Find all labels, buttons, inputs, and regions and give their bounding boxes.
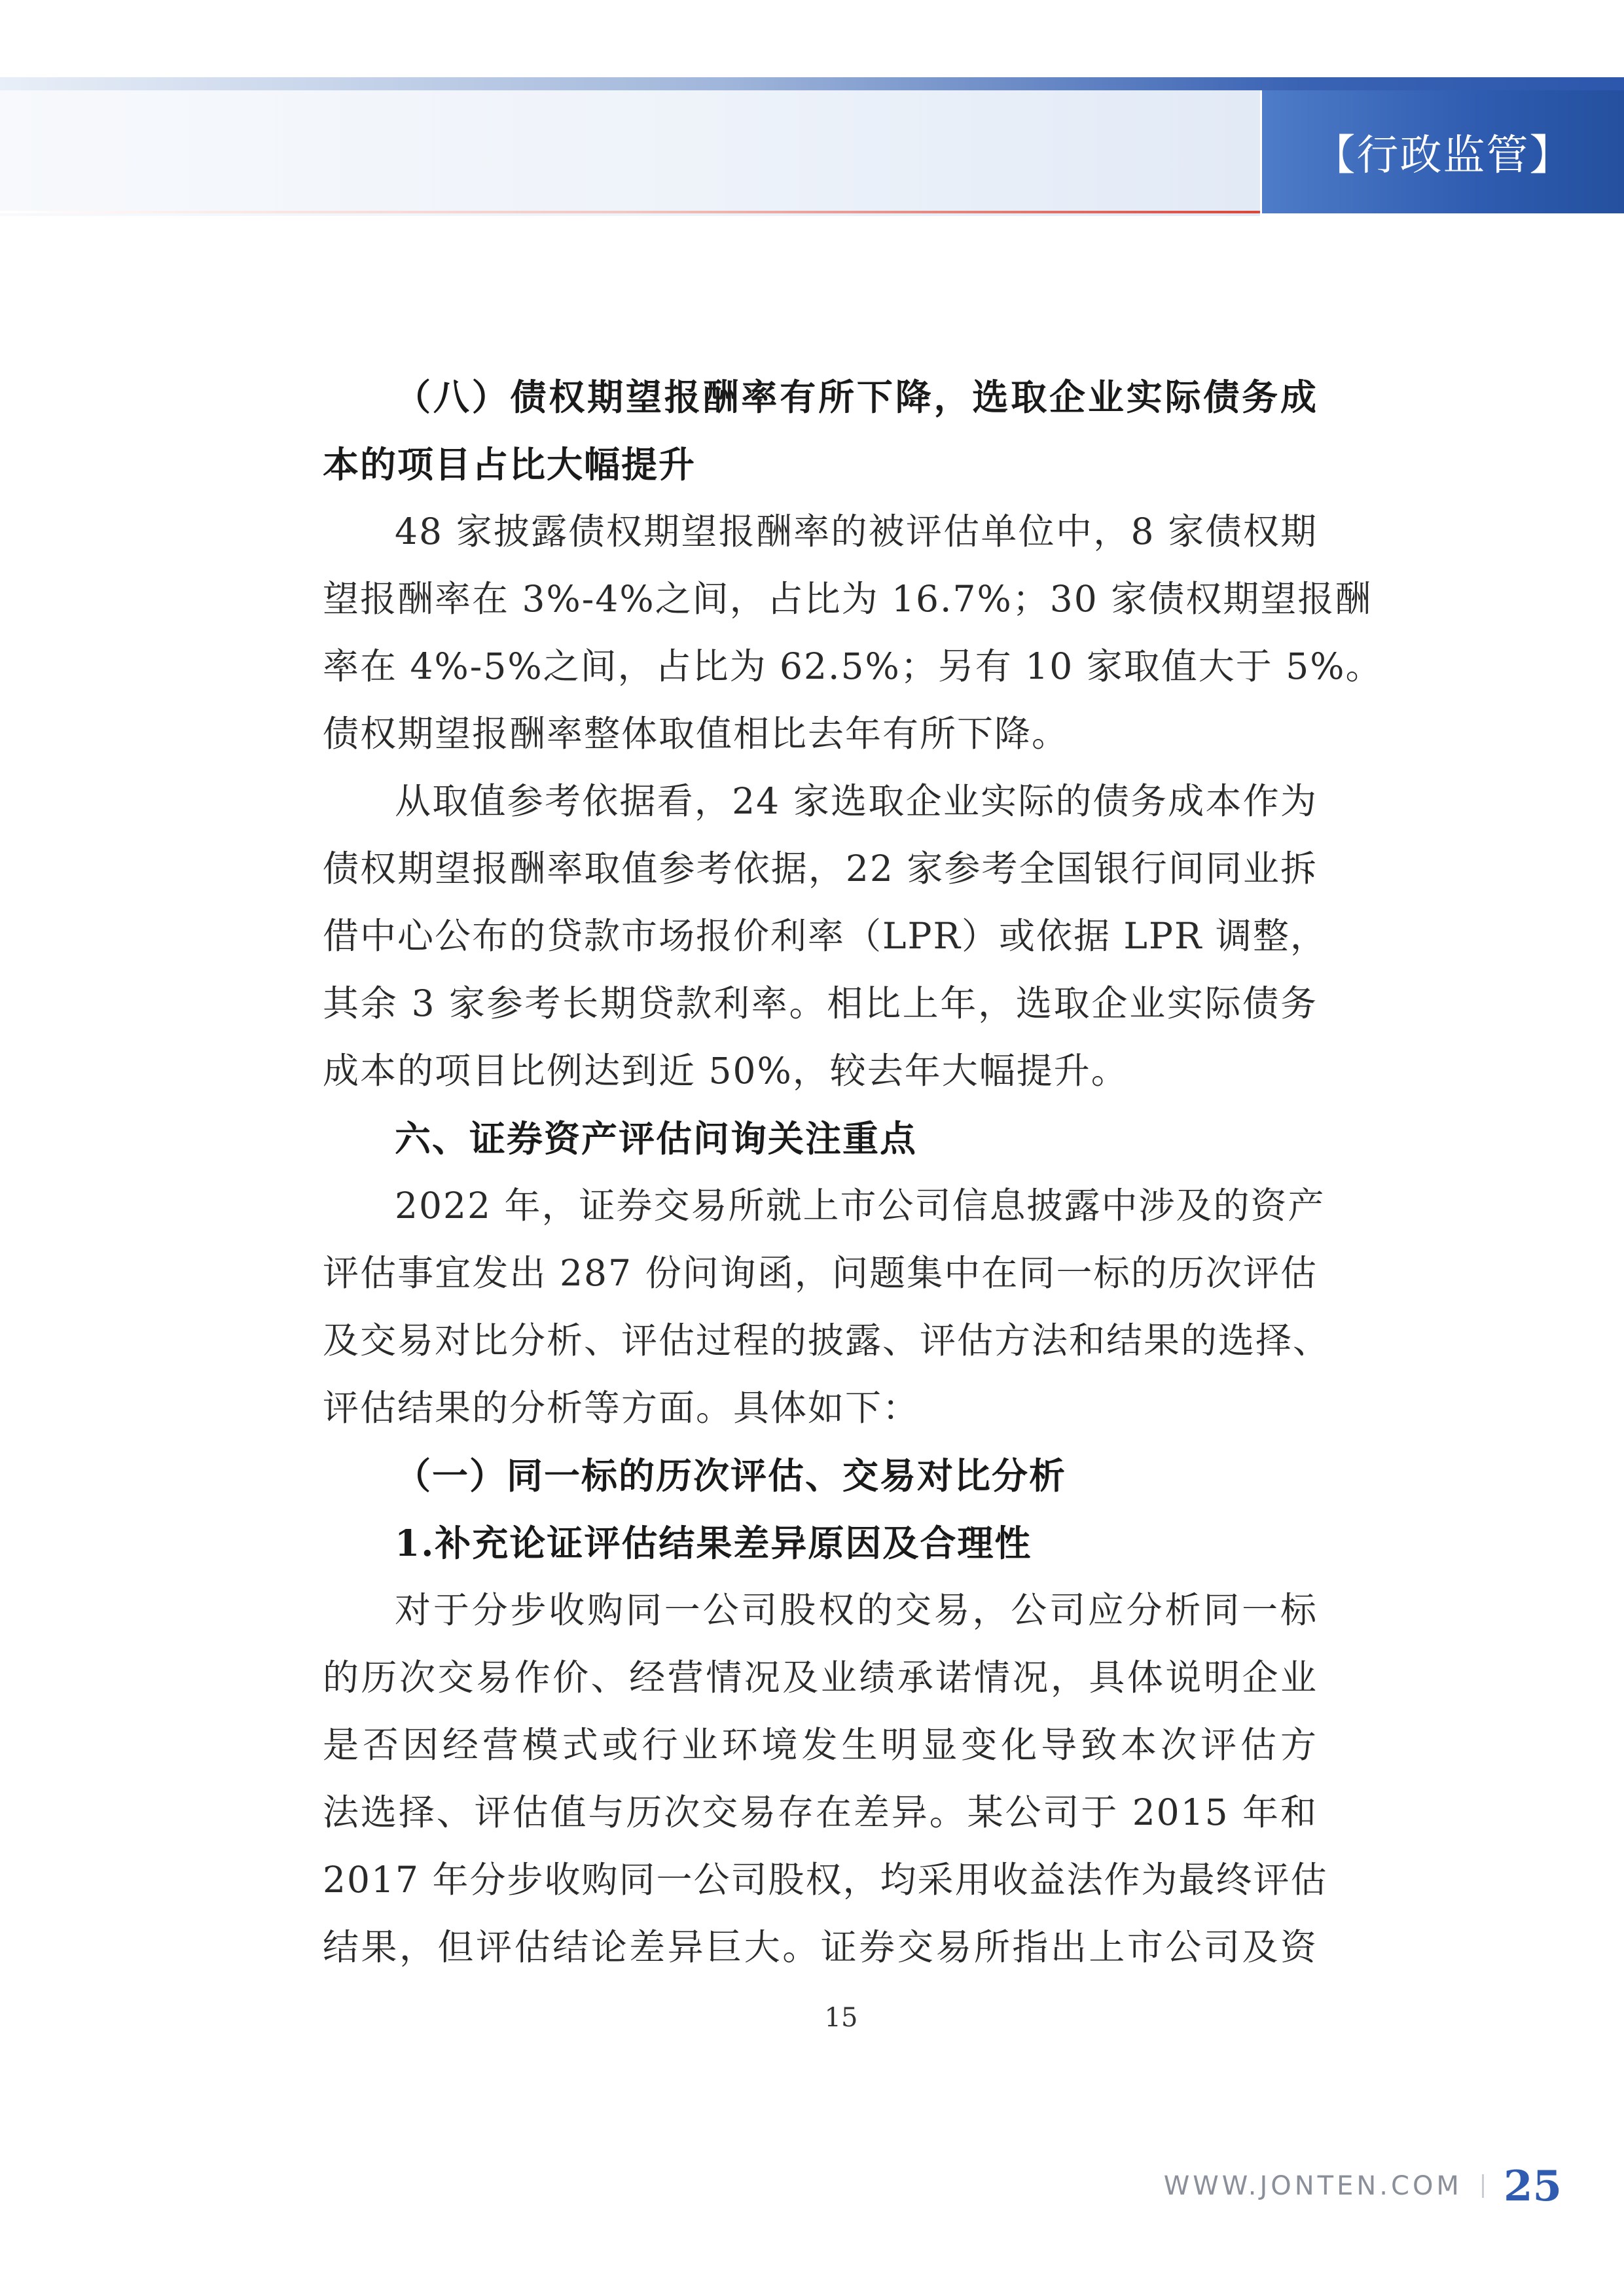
page-number: 25	[1503, 2161, 1562, 2211]
paragraph-line: 2022 年，证券交易所就上市公司信息披露中涉及的资产	[395, 1185, 1326, 1227]
footer-divider	[1482, 2174, 1484, 2198]
paragraph-line: 评估事宜发出 287 份问询函，问题集中在同一标的历次评估	[323, 1252, 1318, 1294]
paragraph-line: 对于分步收购同一公司股权的交易，公司应分析同一标	[395, 1589, 1318, 1631]
paragraph-line: 法选择、评估值与历次交易存在差异。某公司于 2015 年和	[323, 1791, 1318, 1833]
paragraph-line: 从取值参考依据看，24 家选取企业实际的债务成本作为	[395, 780, 1318, 822]
paragraph-line: 其余 3 家参考长期贷款利率。相比上年，选取企业实际债务	[323, 982, 1318, 1024]
section-heading-6: 六、证券资产评估问询关注重点	[395, 1117, 918, 1160]
paragraph-line: 债权期望报酬率整体取值相比去年有所下降。	[323, 713, 1070, 755]
paragraph-line: 的历次交易作价、经营情况及业绩承诺情况，具体说明企业	[323, 1657, 1318, 1698]
heading-8-line-1: （八）债权期望报酬率有所下降，选取企业实际债务成	[395, 376, 1318, 418]
subheading-1-1: 1.补充论证评估结果差异原因及合理性	[395, 1522, 1032, 1564]
header-underline	[0, 211, 1260, 213]
header-accent-line	[0, 77, 1624, 90]
paragraph-line: 率在 4%-5%之间，占比为 62.5%；另有 10 家取值大于 5%。	[323, 645, 1383, 687]
section-tab-label: 【行政监管】	[1313, 132, 1573, 180]
paragraph-line: 是否因经营模式或行业环境发生明显变化导致本次评估方	[323, 1724, 1318, 1766]
section-tab	[1262, 90, 1624, 213]
header-band	[0, 90, 1260, 216]
paragraph-line: 望报酬率在 3%-4%之间，占比为 16.7%；30 家债权期望报酬	[323, 578, 1373, 620]
footer	[1164, 2160, 1562, 2212]
paragraph-line: 成本的项目比例达到近 50%，较去年大幅提升。	[323, 1050, 1128, 1092]
paragraph-line: 借中心公布的贷款市场报价利率（LPR）或依据 LPR 调整，	[323, 915, 1327, 957]
paragraph-line: 结果，但评估结论差异巨大。证券交易所指出上市公司及资	[323, 1926, 1318, 1968]
paragraph-line: 2017 年分步收购同一公司股权，均采用收益法作为最终评估	[323, 1859, 1328, 1901]
paragraph-line: 债权期望报酬率取值参考依据，22 家参考全国银行间同业拆	[323, 848, 1318, 889]
paragraph-line: 及交易对比分析、评估过程的披露、评估方法和结果的选择、	[323, 1319, 1331, 1361]
document-body	[323, 363, 1383, 1981]
inner-page-number: 15	[824, 2003, 858, 2033]
website-link[interactable]: WWW.JONTEN.COM	[1163, 2171, 1462, 2201]
paragraph-line: 48 家披露债权期望报酬率的被评估单位中，8 家债权期	[395, 511, 1318, 552]
heading-8-line-2: 本的项目占比大幅提升	[323, 443, 696, 486]
paragraph-line: 评估结果的分析等方面。具体如下：	[323, 1387, 920, 1429]
subheading-1: （一）同一标的历次评估、交易对比分析	[395, 1454, 1067, 1497]
